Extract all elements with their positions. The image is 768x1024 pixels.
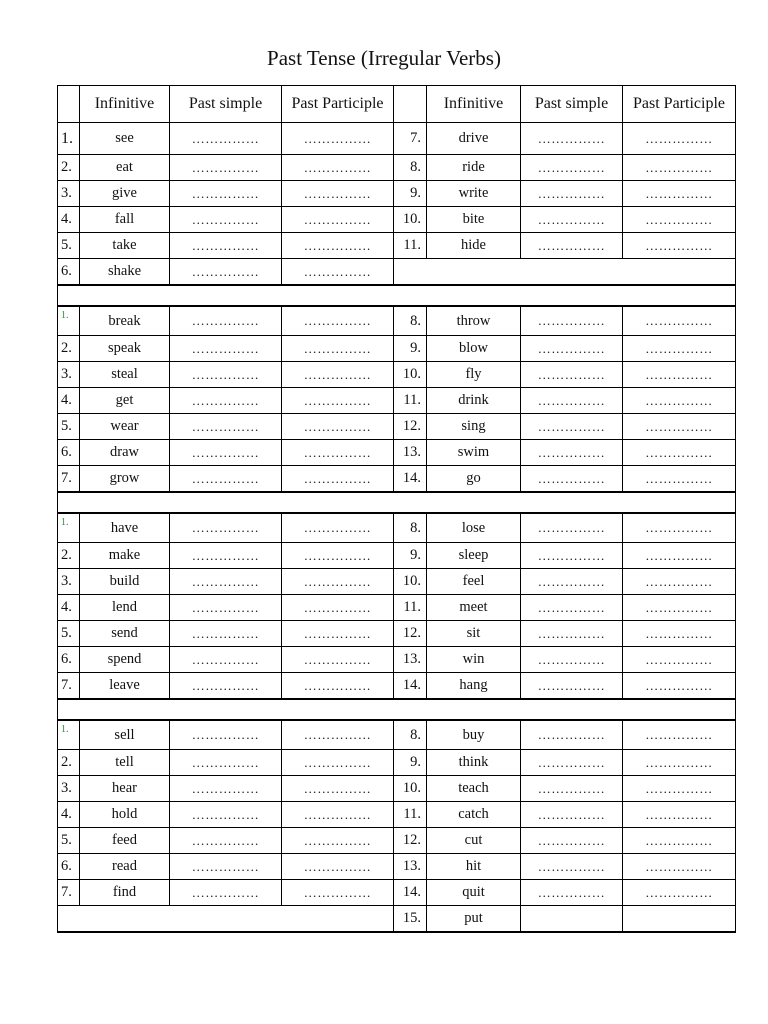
past-participle-blank[interactable]: …………… bbox=[623, 466, 736, 493]
infinitive-cell: wear bbox=[80, 414, 170, 440]
row-number: 5. bbox=[58, 233, 80, 259]
infinitive-cell: think bbox=[427, 750, 521, 776]
empty-cell bbox=[394, 259, 736, 286]
past-participle-blank[interactable]: …………… bbox=[623, 414, 736, 440]
past-simple-blank[interactable]: …………… bbox=[521, 362, 623, 388]
row-number: 5. bbox=[58, 828, 80, 854]
page-title: Past Tense (Irregular Verbs) bbox=[267, 46, 501, 70]
past-participle-blank[interactable]: …………… bbox=[282, 673, 394, 700]
table-row bbox=[58, 673, 736, 700]
infinitive-cell: leave bbox=[80, 673, 170, 700]
table-row bbox=[58, 362, 736, 388]
infinitive-cell: build bbox=[80, 569, 170, 595]
infinitive-cell: go bbox=[427, 466, 521, 493]
table-row bbox=[58, 207, 736, 233]
past-participle-blank[interactable]: …………… bbox=[623, 880, 736, 906]
past-simple-blank[interactable]: …………… bbox=[521, 720, 623, 750]
header-past-participle-left: Past Participle bbox=[282, 86, 394, 123]
infinitive-cell: win bbox=[427, 647, 521, 673]
past-participle-blank[interactable]: …………… bbox=[623, 336, 736, 362]
row-number: 12. bbox=[394, 414, 427, 440]
table-row bbox=[58, 388, 736, 414]
table-row bbox=[58, 543, 736, 569]
past-simple-blank[interactable]: …………… bbox=[521, 181, 623, 207]
past-participle-blank[interactable]: …………… bbox=[623, 569, 736, 595]
past-simple-blank[interactable]: …………… bbox=[521, 647, 623, 673]
row-number: 10. bbox=[394, 776, 427, 802]
past-participle-blank[interactable]: …………… bbox=[282, 750, 394, 776]
past-simple-blank[interactable]: …………… bbox=[170, 802, 282, 828]
row-number: 4. bbox=[58, 207, 80, 233]
row-number: 7. bbox=[394, 123, 427, 155]
past-simple-blank[interactable]: …………… bbox=[521, 543, 623, 569]
table-row bbox=[58, 906, 736, 933]
past-participle-blank[interactable]: …………… bbox=[282, 123, 394, 155]
past-simple-blank[interactable]: …………… bbox=[170, 440, 282, 466]
row-number: 3. bbox=[58, 569, 80, 595]
past-simple-blank[interactable]: …………… bbox=[521, 595, 623, 621]
infinitive-cell: bite bbox=[427, 207, 521, 233]
past-simple-blank[interactable]: …………… bbox=[521, 828, 623, 854]
row-number: 7. bbox=[58, 466, 80, 493]
row-number: 2. bbox=[58, 750, 80, 776]
row-number: 10. bbox=[394, 207, 427, 233]
table-row bbox=[58, 181, 736, 207]
table-row bbox=[58, 513, 736, 543]
table-row bbox=[58, 880, 736, 906]
infinitive-cell: read bbox=[80, 854, 170, 880]
row-number: 5. bbox=[58, 414, 80, 440]
group-separator bbox=[58, 285, 736, 306]
header-past-simple-left: Past simple bbox=[170, 86, 282, 123]
past-simple-blank[interactable]: …………… bbox=[170, 828, 282, 854]
infinitive-cell: hear bbox=[80, 776, 170, 802]
table-row bbox=[58, 802, 736, 828]
infinitive-cell: drive bbox=[427, 123, 521, 155]
past-simple-blank[interactable]: …………… bbox=[170, 569, 282, 595]
row-number: 9. bbox=[394, 336, 427, 362]
row-number: 4. bbox=[58, 388, 80, 414]
infinitive-cell: blow bbox=[427, 336, 521, 362]
row-number: 8. bbox=[394, 513, 427, 543]
past-participle-blank[interactable]: …………… bbox=[282, 513, 394, 543]
past-simple-blank[interactable]: …………… bbox=[170, 123, 282, 155]
past-participle-blank[interactable]: …………… bbox=[282, 647, 394, 673]
header-past-simple-right: Past simple bbox=[521, 86, 623, 123]
past-participle-blank[interactable]: …………… bbox=[282, 802, 394, 828]
table-row bbox=[58, 854, 736, 880]
table-row bbox=[58, 440, 736, 466]
infinitive-cell: meet bbox=[427, 595, 521, 621]
infinitive-cell: hide bbox=[427, 233, 521, 259]
infinitive-cell: sit bbox=[427, 621, 521, 647]
past-participle-blank[interactable]: …………… bbox=[623, 207, 736, 233]
row-number: 11. bbox=[394, 388, 427, 414]
past-simple-blank[interactable]: …………… bbox=[170, 259, 282, 286]
past-participle-blank[interactable]: …………… bbox=[623, 181, 736, 207]
infinitive-cell: ride bbox=[427, 155, 521, 181]
past-participle-blank[interactable]: …………… bbox=[623, 388, 736, 414]
row-number: 13. bbox=[394, 440, 427, 466]
row-number: 10. bbox=[394, 569, 427, 595]
row-number: 12. bbox=[394, 621, 427, 647]
row-number: 6. bbox=[58, 259, 80, 286]
infinitive-cell: put bbox=[427, 906, 521, 933]
past-participle-blank[interactable]: …………… bbox=[623, 802, 736, 828]
past-simple-blank[interactable]: …………… bbox=[170, 880, 282, 906]
row-number: 15. bbox=[394, 906, 427, 933]
infinitive-cell: hold bbox=[80, 802, 170, 828]
row-number: 12. bbox=[394, 828, 427, 854]
past-simple-empty[interactable] bbox=[521, 906, 623, 933]
past-simple-blank[interactable]: …………… bbox=[521, 233, 623, 259]
infinitive-cell: make bbox=[80, 543, 170, 569]
header-infinitive-left: Infinitive bbox=[80, 86, 170, 123]
past-participle-blank[interactable]: …………… bbox=[623, 155, 736, 181]
infinitive-cell: grow bbox=[80, 466, 170, 493]
infinitive-cell: lend bbox=[80, 595, 170, 621]
infinitive-cell: hang bbox=[427, 673, 521, 700]
past-simple-blank[interactable]: …………… bbox=[521, 673, 623, 700]
infinitive-cell: sing bbox=[427, 414, 521, 440]
header-number-left bbox=[58, 86, 80, 123]
group-separator bbox=[58, 699, 736, 720]
header-infinitive-right: Infinitive bbox=[427, 86, 521, 123]
past-simple-blank[interactable]: …………… bbox=[521, 336, 623, 362]
past-participle-blank[interactable]: …………… bbox=[623, 595, 736, 621]
table-row bbox=[58, 776, 736, 802]
past-simple-blank[interactable]: …………… bbox=[170, 513, 282, 543]
past-participle-blank[interactable]: …………… bbox=[623, 233, 736, 259]
past-participle-blank[interactable]: …………… bbox=[282, 181, 394, 207]
table-row bbox=[58, 647, 736, 673]
group-separator bbox=[58, 492, 736, 513]
table-row bbox=[58, 750, 736, 776]
row-number: 10. bbox=[394, 362, 427, 388]
past-simple-blank[interactable]: …………… bbox=[170, 388, 282, 414]
row-number: 11. bbox=[394, 595, 427, 621]
infinitive-cell: fall bbox=[80, 207, 170, 233]
past-participle-blank[interactable]: …………… bbox=[623, 673, 736, 700]
past-simple-blank[interactable]: …………… bbox=[170, 750, 282, 776]
past-simple-blank[interactable]: …………… bbox=[521, 466, 623, 493]
past-participle-blank[interactable]: …………… bbox=[623, 513, 736, 543]
past-participle-blank[interactable]: …………… bbox=[282, 207, 394, 233]
infinitive-cell: send bbox=[80, 621, 170, 647]
row-number: 14. bbox=[394, 880, 427, 906]
infinitive-cell: take bbox=[80, 233, 170, 259]
past-simple-blank[interactable]: …………… bbox=[521, 207, 623, 233]
past-simple-blank[interactable]: …………… bbox=[170, 336, 282, 362]
row-number: 13. bbox=[394, 854, 427, 880]
past-simple-blank[interactable]: …………… bbox=[170, 543, 282, 569]
past-participle-blank[interactable]: …………… bbox=[282, 569, 394, 595]
past-participle-blank[interactable]: …………… bbox=[282, 543, 394, 569]
past-participle-blank[interactable]: …………… bbox=[623, 440, 736, 466]
row-number: 11. bbox=[394, 233, 427, 259]
table-row bbox=[58, 414, 736, 440]
infinitive-cell: throw bbox=[427, 306, 521, 336]
infinitive-cell: give bbox=[80, 181, 170, 207]
past-simple-blank[interactable]: …………… bbox=[170, 647, 282, 673]
table-row bbox=[58, 595, 736, 621]
past-participle-blank[interactable]: …………… bbox=[623, 750, 736, 776]
past-participle-blank[interactable]: …………… bbox=[623, 306, 736, 336]
past-simple-blank[interactable]: …………… bbox=[170, 720, 282, 750]
table-row bbox=[58, 466, 736, 493]
infinitive-cell: eat bbox=[80, 155, 170, 181]
row-number: 13. bbox=[394, 647, 427, 673]
past-participle-blank[interactable]: …………… bbox=[282, 720, 394, 750]
table-row bbox=[58, 828, 736, 854]
past-simple-blank[interactable]: …………… bbox=[521, 880, 623, 906]
row-number: 1. bbox=[58, 123, 80, 155]
table-row bbox=[58, 233, 736, 259]
infinitive-cell: swim bbox=[427, 440, 521, 466]
past-simple-blank[interactable]: …………… bbox=[521, 414, 623, 440]
past-participle-blank[interactable]: …………… bbox=[282, 259, 394, 286]
past-simple-blank[interactable]: …………… bbox=[521, 776, 623, 802]
row-number: 6. bbox=[58, 440, 80, 466]
infinitive-cell: speak bbox=[80, 336, 170, 362]
infinitive-cell: quit bbox=[427, 880, 521, 906]
infinitive-cell: cut bbox=[427, 828, 521, 854]
infinitive-cell: find bbox=[80, 880, 170, 906]
verb-table bbox=[57, 85, 736, 933]
past-participle-blank[interactable]: …………… bbox=[623, 854, 736, 880]
verb-table-body bbox=[58, 86, 736, 933]
past-simple-blank[interactable]: …………… bbox=[521, 750, 623, 776]
table-row bbox=[58, 123, 736, 155]
past-simple-blank[interactable]: …………… bbox=[170, 207, 282, 233]
table-row bbox=[58, 569, 736, 595]
past-simple-blank[interactable]: …………… bbox=[170, 673, 282, 700]
infinitive-cell: feed bbox=[80, 828, 170, 854]
past-simple-blank[interactable]: …………… bbox=[521, 388, 623, 414]
past-simple-blank[interactable]: …………… bbox=[521, 513, 623, 543]
separator-cell bbox=[58, 492, 736, 513]
infinitive-cell: sleep bbox=[427, 543, 521, 569]
past-participle-blank[interactable]: …………… bbox=[282, 595, 394, 621]
past-participle-blank[interactable]: …………… bbox=[282, 414, 394, 440]
infinitive-cell: catch bbox=[427, 802, 521, 828]
row-number: 4. bbox=[58, 802, 80, 828]
infinitive-cell: hit bbox=[427, 854, 521, 880]
infinitive-cell: write bbox=[427, 181, 521, 207]
past-participle-blank[interactable]: …………… bbox=[623, 123, 736, 155]
past-participle-blank[interactable]: …………… bbox=[623, 621, 736, 647]
past-participle-blank[interactable]: …………… bbox=[282, 233, 394, 259]
past-participle-blank[interactable]: …………… bbox=[282, 880, 394, 906]
infinitive-cell: spend bbox=[80, 647, 170, 673]
past-simple-blank[interactable]: …………… bbox=[170, 233, 282, 259]
past-participle-blank[interactable]: …………… bbox=[623, 362, 736, 388]
row-number: 6. bbox=[58, 647, 80, 673]
row-number: 9. bbox=[394, 181, 427, 207]
past-simple-blank[interactable]: …………… bbox=[521, 306, 623, 336]
past-participle-blank[interactable]: …………… bbox=[623, 720, 736, 750]
infinitive-cell: tell bbox=[80, 750, 170, 776]
past-participle-blank[interactable]: …………… bbox=[282, 621, 394, 647]
row-number: 9. bbox=[394, 543, 427, 569]
past-participle-blank[interactable]: …………… bbox=[282, 155, 394, 181]
row-number: 11. bbox=[394, 802, 427, 828]
table-row bbox=[58, 155, 736, 181]
row-number: 1. bbox=[58, 513, 80, 543]
past-simple-blank[interactable]: …………… bbox=[521, 802, 623, 828]
row-number: 2. bbox=[58, 543, 80, 569]
past-simple-blank[interactable]: …………… bbox=[170, 414, 282, 440]
past-participle-blank[interactable]: …………… bbox=[282, 776, 394, 802]
infinitive-cell: see bbox=[80, 123, 170, 155]
past-simple-blank[interactable]: …………… bbox=[521, 123, 623, 155]
past-participle-blank[interactable]: …………… bbox=[282, 828, 394, 854]
empty-cell bbox=[58, 906, 394, 933]
past-simple-blank[interactable]: …………… bbox=[521, 440, 623, 466]
past-simple-blank[interactable]: …………… bbox=[521, 621, 623, 647]
row-number: 2. bbox=[58, 155, 80, 181]
row-number: 8. bbox=[394, 155, 427, 181]
past-simple-blank[interactable]: …………… bbox=[170, 155, 282, 181]
row-number: 8. bbox=[394, 306, 427, 336]
past-participle-blank[interactable]: …………… bbox=[282, 336, 394, 362]
infinitive-cell: steal bbox=[80, 362, 170, 388]
past-simple-blank[interactable]: …………… bbox=[170, 595, 282, 621]
row-number: 8. bbox=[394, 720, 427, 750]
row-number: 2. bbox=[58, 336, 80, 362]
past-participle-blank[interactable]: …………… bbox=[282, 388, 394, 414]
infinitive-cell: lose bbox=[427, 513, 521, 543]
past-simple-blank[interactable]: …………… bbox=[170, 181, 282, 207]
past-participle-blank[interactable]: …………… bbox=[282, 306, 394, 336]
past-simple-blank[interactable]: …………… bbox=[170, 776, 282, 802]
row-number: 3. bbox=[58, 776, 80, 802]
row-number: 1. bbox=[58, 306, 80, 336]
past-simple-blank[interactable]: …………… bbox=[170, 306, 282, 336]
past-participle-blank[interactable]: …………… bbox=[623, 776, 736, 802]
separator-cell bbox=[58, 285, 736, 306]
row-number: 5. bbox=[58, 621, 80, 647]
past-participle-blank[interactable]: …………… bbox=[623, 543, 736, 569]
table-row bbox=[58, 259, 736, 286]
past-participle-blank[interactable]: …………… bbox=[623, 828, 736, 854]
past-simple-blank[interactable]: …………… bbox=[521, 854, 623, 880]
past-simple-blank[interactable]: …………… bbox=[170, 854, 282, 880]
past-participle-blank[interactable]: …………… bbox=[623, 647, 736, 673]
row-number: 1. bbox=[58, 720, 80, 750]
row-number: 4. bbox=[58, 595, 80, 621]
infinitive-cell: buy bbox=[427, 720, 521, 750]
past-participle-empty[interactable] bbox=[623, 906, 736, 933]
infinitive-cell: have bbox=[80, 513, 170, 543]
past-participle-blank[interactable]: …………… bbox=[282, 854, 394, 880]
infinitive-cell: get bbox=[80, 388, 170, 414]
past-simple-blank[interactable]: …………… bbox=[521, 569, 623, 595]
infinitive-cell: draw bbox=[80, 440, 170, 466]
table-row bbox=[58, 621, 736, 647]
past-simple-blank[interactable]: …………… bbox=[170, 466, 282, 493]
header-past-participle-right: Past Participle bbox=[623, 86, 736, 123]
row-number: 9. bbox=[394, 750, 427, 776]
infinitive-cell: sell bbox=[80, 720, 170, 750]
row-number: 14. bbox=[394, 673, 427, 700]
past-simple-blank[interactable]: …………… bbox=[170, 621, 282, 647]
infinitive-cell: teach bbox=[427, 776, 521, 802]
row-number: 7. bbox=[58, 880, 80, 906]
past-participle-blank[interactable]: …………… bbox=[282, 440, 394, 466]
infinitive-cell: fly bbox=[427, 362, 521, 388]
table-row bbox=[58, 336, 736, 362]
past-simple-blank[interactable]: …………… bbox=[170, 362, 282, 388]
header-row bbox=[58, 86, 736, 123]
table-row bbox=[58, 720, 736, 750]
row-number: 6. bbox=[58, 854, 80, 880]
past-participle-blank[interactable]: …………… bbox=[282, 362, 394, 388]
infinitive-cell: break bbox=[80, 306, 170, 336]
past-simple-blank[interactable]: …………… bbox=[521, 155, 623, 181]
infinitive-cell: drink bbox=[427, 388, 521, 414]
row-number: 14. bbox=[394, 466, 427, 493]
row-number: 3. bbox=[58, 362, 80, 388]
past-participle-blank[interactable]: …………… bbox=[282, 466, 394, 493]
table-row bbox=[58, 306, 736, 336]
row-number: 7. bbox=[58, 673, 80, 700]
separator-cell bbox=[58, 699, 736, 720]
row-number: 3. bbox=[58, 181, 80, 207]
infinitive-cell: feel bbox=[427, 569, 521, 595]
infinitive-cell: shake bbox=[80, 259, 170, 286]
header-number-right bbox=[394, 86, 427, 123]
